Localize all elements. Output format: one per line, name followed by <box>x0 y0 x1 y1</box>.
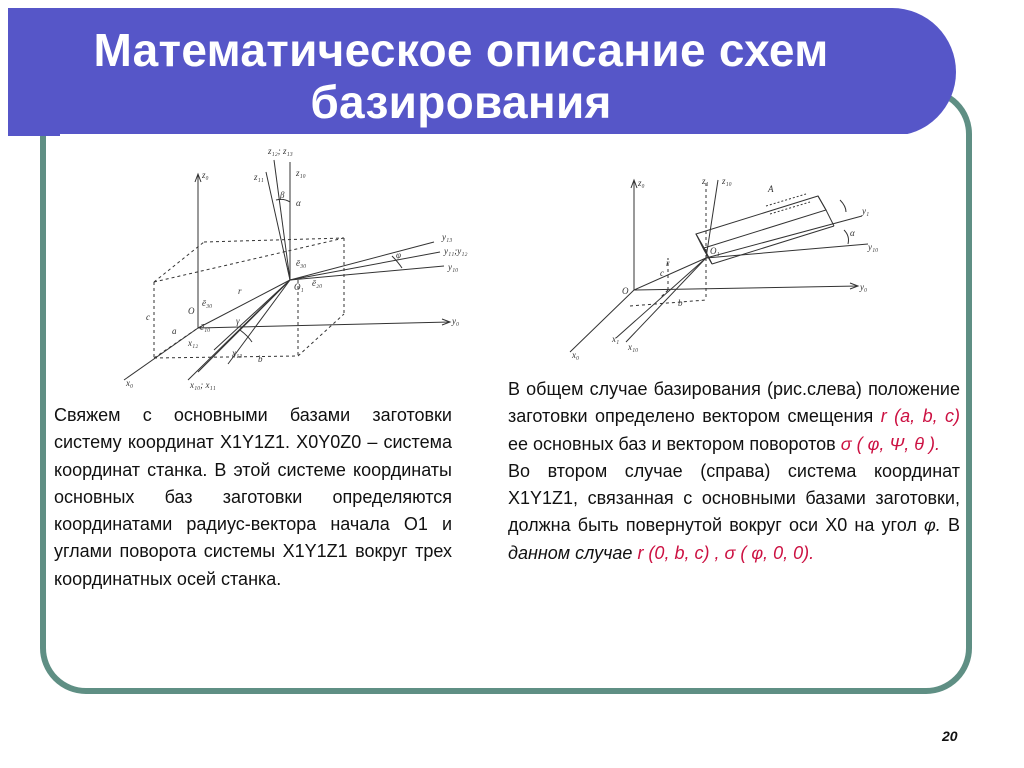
label-c: c <box>660 268 664 278</box>
slide-title <box>16 24 906 128</box>
label-x0: x₀ <box>126 378 134 388</box>
p2-angle-phi: φ. <box>924 515 941 536</box>
label-b: b <box>258 354 263 364</box>
label-y10: y₁₀ <box>868 242 879 252</box>
title-banner <box>8 8 956 136</box>
label-z0: z₀ <box>638 178 645 188</box>
label-b: b <box>678 298 683 308</box>
label-o: O <box>188 306 195 316</box>
page-number: 20 <box>942 728 958 744</box>
rotation-basing-diagram <box>510 170 906 372</box>
label-e1: ē₃₀ <box>296 258 307 268</box>
label-c: c <box>146 312 150 322</box>
title-line-2: базирования <box>310 76 612 128</box>
label-y10: y₁₀ <box>448 262 459 272</box>
label-z1: z₁ <box>702 176 709 186</box>
label-o1: O₁ <box>294 282 304 292</box>
title-underline <box>60 134 912 138</box>
p1-text-b: ее основных баз и вектором поворотов <box>508 433 836 454</box>
label-z10: z₁₀ <box>296 168 306 178</box>
right-paragraph <box>508 376 960 567</box>
label-alpha: α <box>850 228 855 238</box>
label-e10: ē₁₀ <box>200 322 211 332</box>
label-y11-y12: y₁₁;y₁₂ <box>444 246 468 256</box>
label-x0: x₀ <box>572 350 580 360</box>
label-a: a <box>172 326 177 336</box>
general-basing-diagram <box>102 144 478 392</box>
label-beta: β <box>280 190 285 200</box>
p2-vector-r: r (0, b, c) , <box>637 542 720 563</box>
label-r: r <box>238 286 242 296</box>
label-e20: ē₂₀ <box>312 278 323 288</box>
label-y1: y₁ <box>862 206 870 216</box>
right-paragraph-1 <box>508 376 960 458</box>
label-y0: y₀ <box>860 282 868 292</box>
label-x10: x₁₀ <box>628 342 639 352</box>
label-x1: x₁ <box>612 334 620 344</box>
p2-text-b: В <box>947 515 960 536</box>
label-y13: y₁₃ <box>442 232 453 242</box>
p1-vector-r: r (a, b, c) <box>880 406 960 427</box>
label-phi: φ <box>396 250 401 260</box>
label-z0: z₀ <box>202 170 209 180</box>
p2-vector-sigma: σ ( φ, 0, 0). <box>724 542 815 563</box>
label-o: O <box>622 286 629 296</box>
p1-text-a: В общем случае базирования (рис.слева) положение заготовки определено вектором смещения <box>508 379 960 427</box>
p1-vector-sigma: σ ( φ, Ψ, θ ). <box>840 433 941 454</box>
figure-general-basing <box>102 144 478 392</box>
left-paragraph: Свяжем с основными базами заготовки систему координат X1Y1Z1. X0Y0Z0 – система координат станка. В этой системе координаты основных баз заготовки определяются координатами радиус-вектора начала О1 и углами поворота системы X1Y1Z1 вокруг трех координатных осей станка. <box>54 405 452 589</box>
p2-text-c: данном случае <box>508 542 633 563</box>
p2-text-a: Во втором случае (справа) система координат X1Y1Z1, связанная с основными базами заготовки, должна быть повернутой вокруг оси X0 на угол <box>508 460 960 536</box>
label-y0: y₀ <box>452 316 460 326</box>
label-r: r <box>666 258 670 268</box>
label-x13: x₁₃ <box>232 348 243 358</box>
label-a: A <box>768 184 774 194</box>
label-z12-z13: z₁₂; z₁₃ <box>268 146 293 156</box>
label-gamma: γ <box>236 316 240 326</box>
label-z10: z₁₀ <box>722 176 732 186</box>
label-x12: x₁₂ <box>188 338 199 348</box>
label-alpha: α <box>296 198 301 208</box>
label-z11: z₁₁ <box>254 172 264 182</box>
label-e30: ē₃₀ <box>202 298 213 308</box>
title-line-1: Математическое описание схем <box>93 24 829 76</box>
label-o1: O₁ <box>710 246 720 256</box>
right-paragraph-2 <box>508 458 960 567</box>
figure-rotation-basing <box>510 170 906 372</box>
label-x10-x11: x₁₀; x₁₁ <box>190 380 216 390</box>
